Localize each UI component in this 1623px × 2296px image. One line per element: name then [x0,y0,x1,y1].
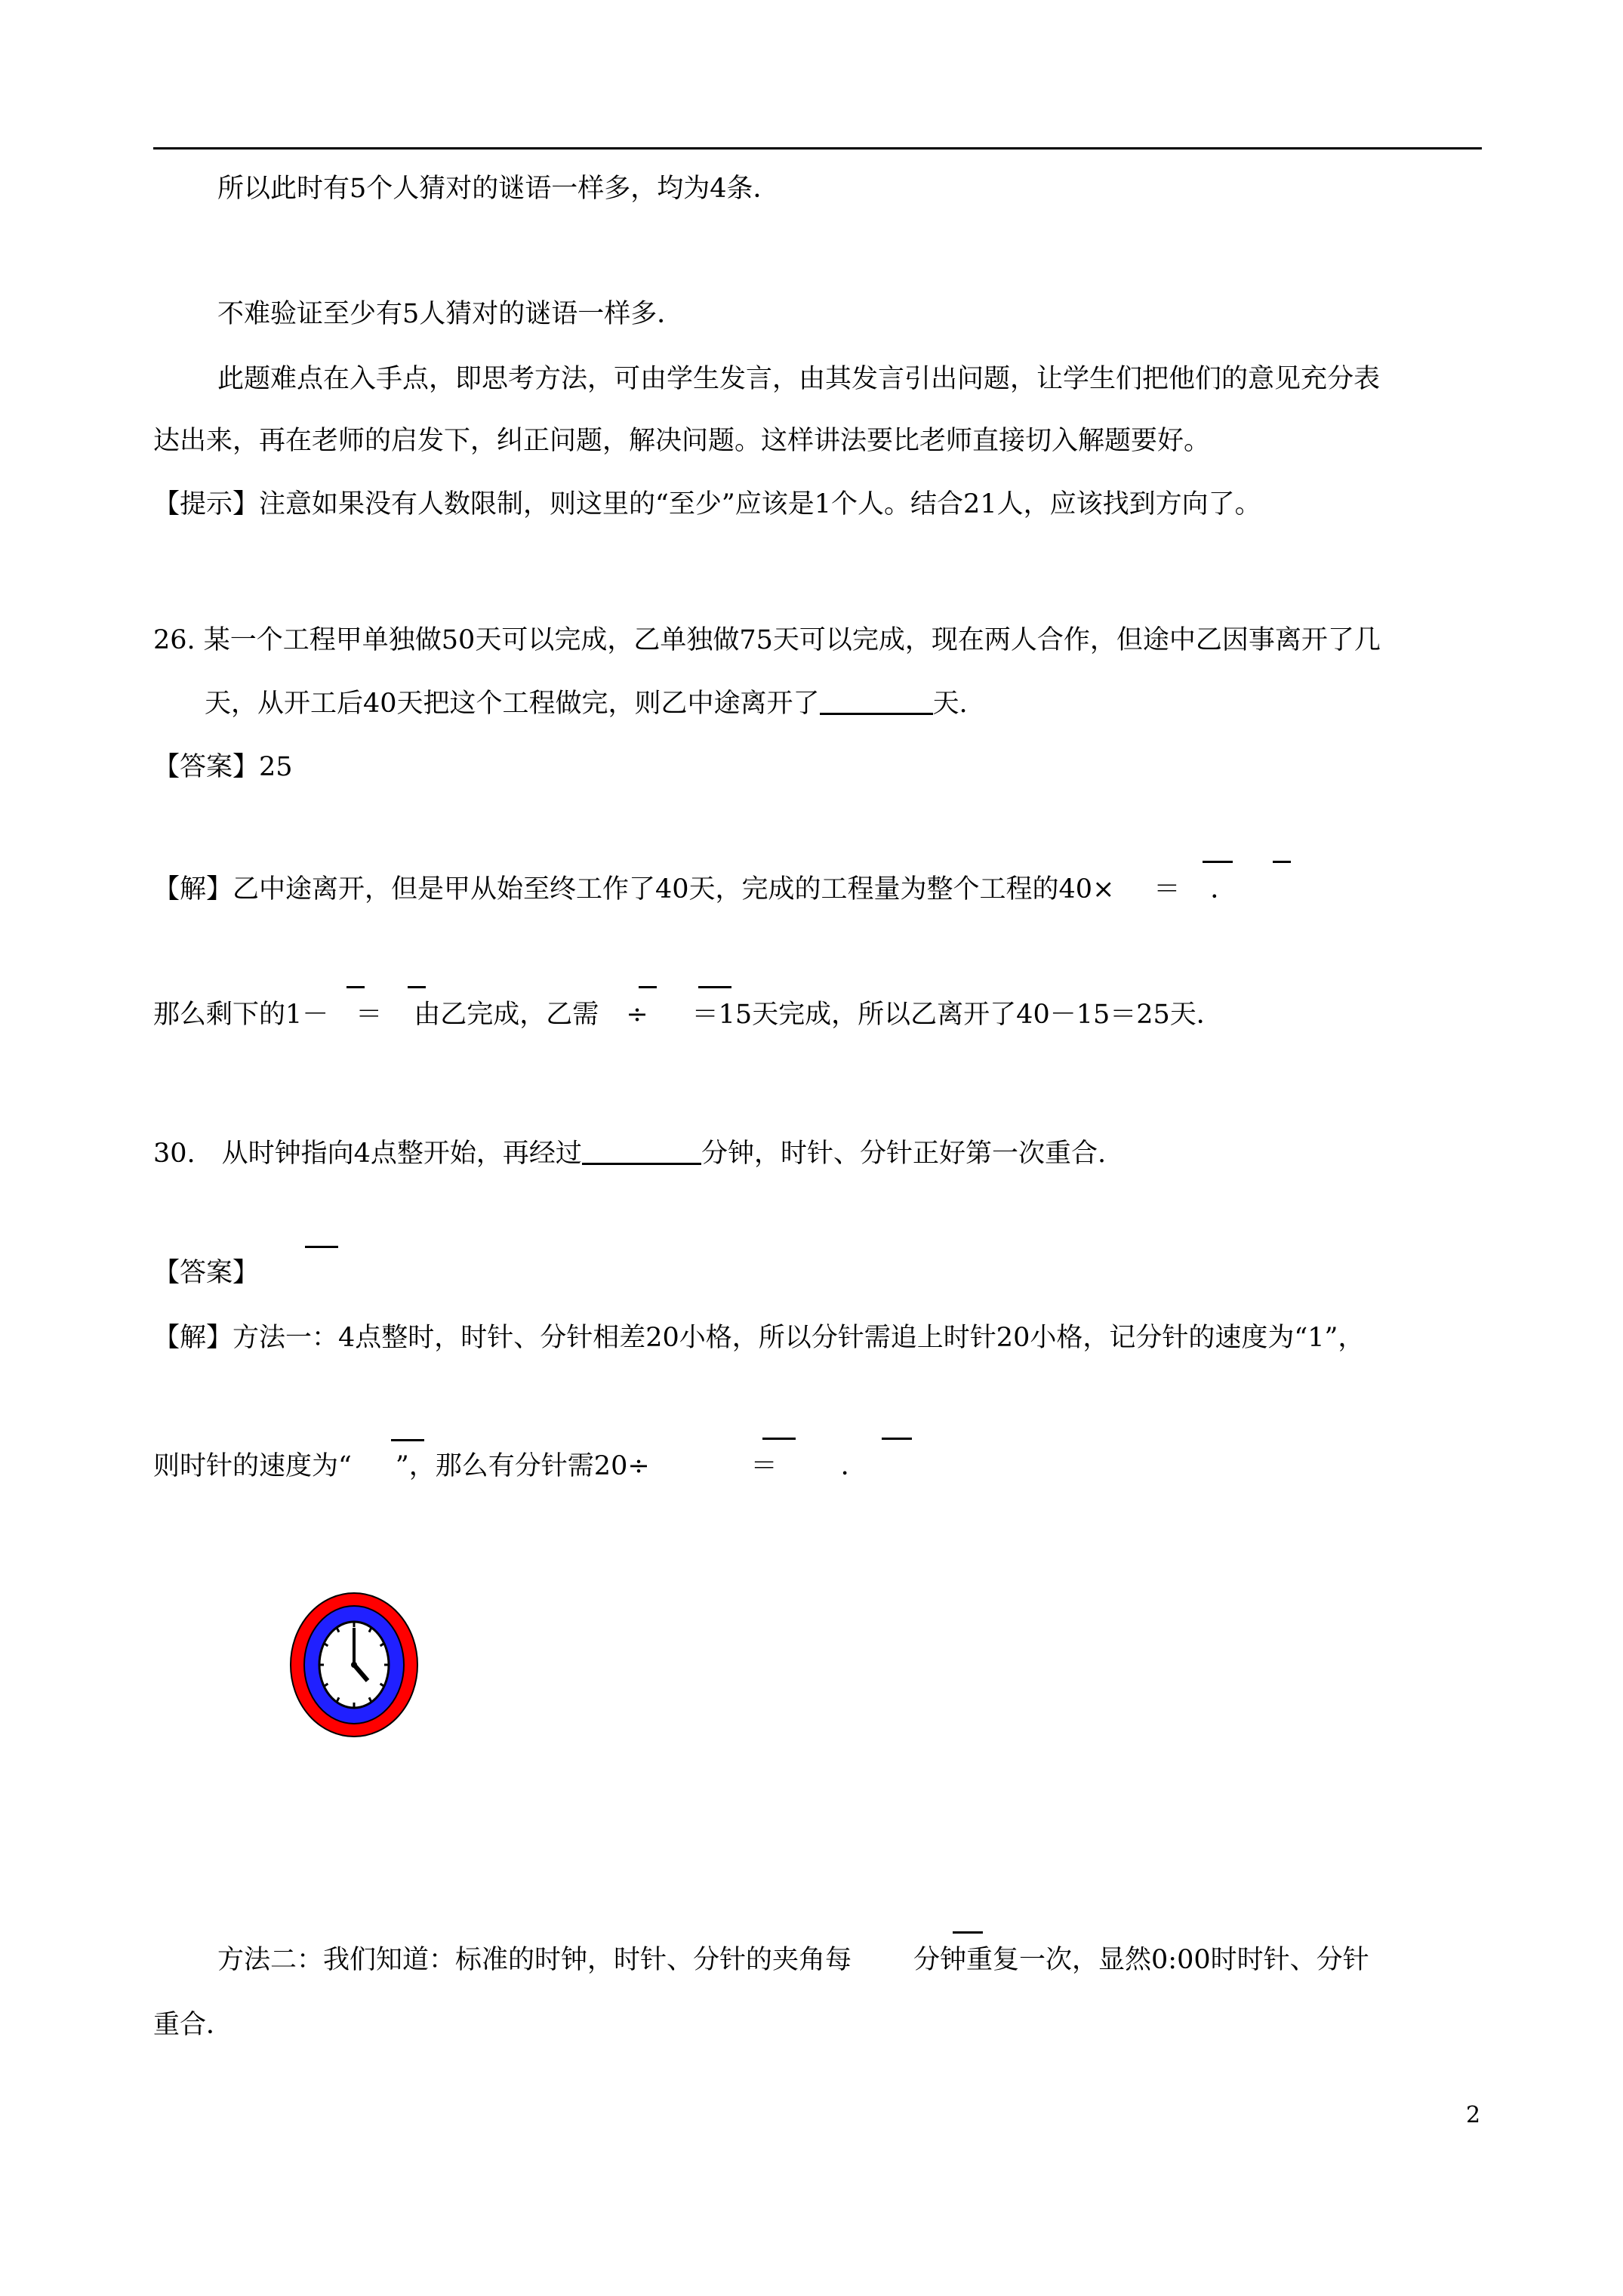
divide-sign: ÷ [626,1000,648,1030]
method-two-text-end: 分钟重复一次，显然0:00时时针、分针 [913,1945,1369,1975]
period: ． [1210,874,1237,905]
hint-paragraph: 【提示】注意如果没有人数限制，则这里的“至少”应该是1个人。结合21人，应该找到方向了。 [153,489,1261,519]
question-26-solution-line1 [153,873,1236,906]
fraction-bar [408,986,426,988]
equals-sign: ＝ [356,1000,383,1030]
answer-blank [820,690,933,715]
question-26-line2 [205,687,968,720]
question-26-line2-text: 天，从开工后40天把这个工程做完，则乙中途离开了 [205,689,820,719]
solution-text: 【解】乙中途离开，但是甲从始至终工作了40天，完成的工程量为整个工程的40× [153,874,1115,905]
question-26-solution-line2 [153,998,1223,1031]
solution-text: 由乙完成，乙需 [414,1000,599,1030]
page-number: 2 [1466,2102,1481,2128]
equals-sign: ＝ [1153,874,1181,905]
paragraph-verify: 不难验证至少有5人猜对的谜语一样多． [217,299,684,329]
paragraph-five-people: 所以此时有5个人猜对的谜语一样多，均为4条． [217,174,780,204]
fraction-bar [1203,861,1233,863]
question-30-line1 [153,1137,1106,1170]
question-30-answer: 【答案】 [153,1258,260,1288]
question-30-text: 30. 从时钟指向4点整开始，再经过 [153,1139,582,1169]
question-26-answer: 【答案】25 [153,752,293,782]
answer-blank [582,1140,701,1165]
paragraph-difficulty-line2: 达出来，再在老师的启发下，纠正问题，解决问题。这样讲法要比老师直接切入解题要好。 [153,426,1211,456]
solution-text: 那么剩下的1－ [153,1000,329,1030]
question-26-line2-end: 天. [932,689,968,719]
clock-illustration [289,1592,419,1738]
question-26-line1: 26. 某一个工程甲单独做50天可以完成，乙单独做75天可以完成，现在两人合作，但途中乙因事离开了几 [153,625,1381,655]
fraction-bar [1273,861,1291,863]
method-two-line1 [217,1943,1369,1977]
fraction-bar [698,986,731,988]
solution-text: ”，那么有分针需20÷ [395,1451,650,1481]
method-two-text: 方法二：我们知道：标准的时钟，时针、分针的夹角每 [217,1945,852,1975]
fraction-bar [882,1438,912,1440]
paragraph-difficulty-line1: 此题难点在入手点，即思考方法，可由学生发言，由其发言引出问题，让学生们把他们的意见充分表 [217,364,1381,394]
period: ． [840,1451,867,1481]
fraction-bar [762,1438,796,1440]
question-30-text-end: 分钟，时针、分针正好第一次重合. [701,1139,1107,1169]
solution-text: 则时针的速度为“ [153,1451,352,1481]
fraction-bar [639,986,657,988]
fraction-bar [953,1931,983,1934]
fraction-bar [305,1246,338,1248]
solution-text: ＝15天完成，所以乙离开了40－15＝25天． [691,1000,1223,1030]
fraction-bar [346,986,365,988]
fraction-bar [391,1439,424,1441]
method-two-line2: 重合． [153,2010,233,2040]
question-30-solution-line1: 【解】方法一：4点整时，时针、分针相差20小格，所以分针需追上时针20小格，记分针的速度为“1”， [153,1323,1365,1353]
equals-sign: ＝ [750,1451,778,1481]
question-30-solution-line2 [153,1450,867,1483]
header-rule [153,147,1482,149]
clock-icon [289,1592,419,1738]
